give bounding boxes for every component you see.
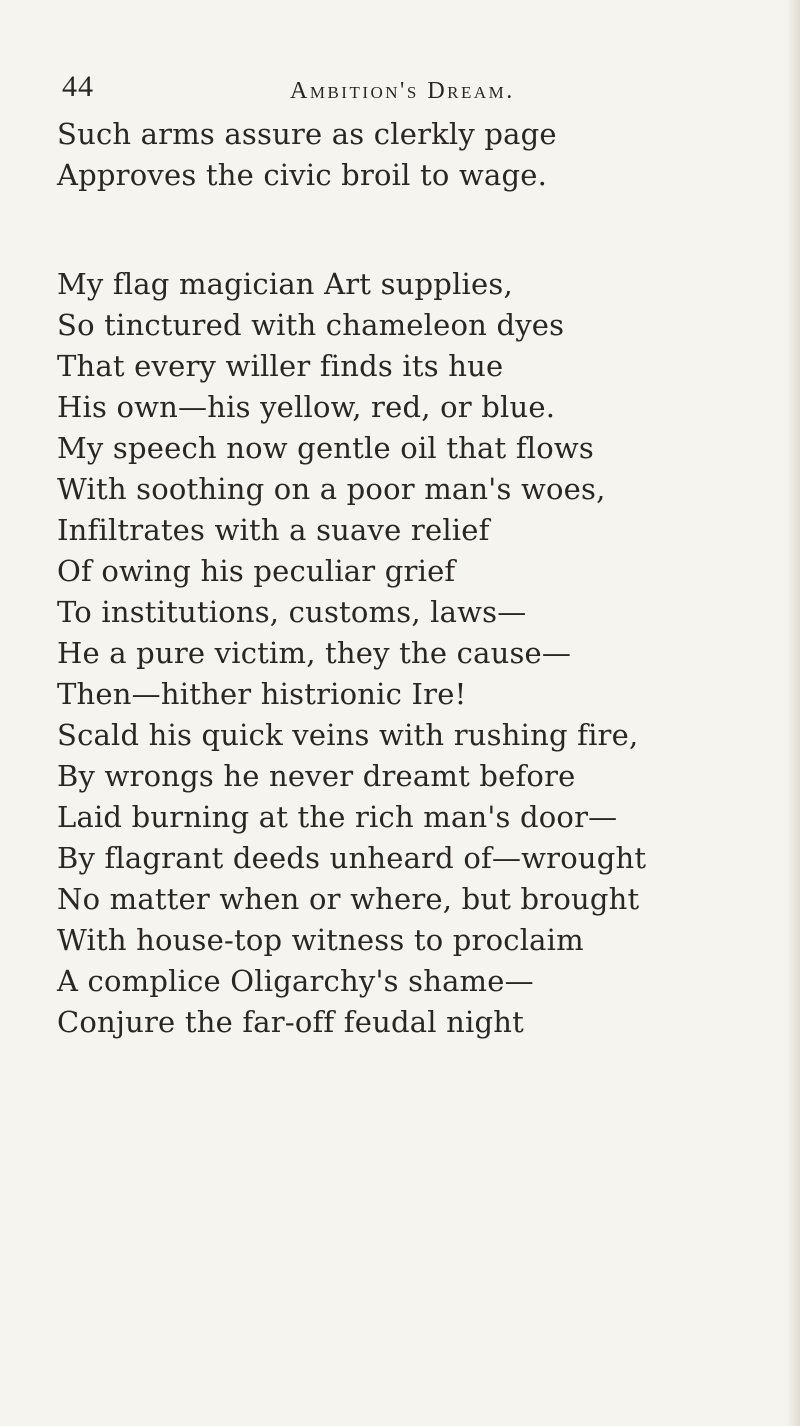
poem-line: Approves the civic broil to wage. <box>57 158 548 192</box>
poem-line: My flag magician Art supplies, <box>57 267 513 301</box>
poem-line: That every willer finds its hue <box>57 349 504 383</box>
poem-line: Infiltrates with a suave relief <box>57 513 490 547</box>
page-edge-shadow <box>786 0 800 1426</box>
page-number: 44 <box>62 70 94 103</box>
poem-line: Then—hither histrionic Ire! <box>57 677 467 711</box>
poem-line: Conjure the far-off feudal night <box>57 1005 524 1039</box>
poem-line: Laid burning at the rich man's door— <box>57 800 618 834</box>
poem-line: A complice Oligarchy's shame— <box>57 964 534 998</box>
stanza-2 <box>57 264 646 1043</box>
poem-line: Of owing his peculiar grief <box>57 554 456 588</box>
poem-line: My speech now gentle oil that flows <box>57 431 594 465</box>
stanza-1 <box>57 114 557 196</box>
running-head-title: Ambition's Dream. <box>290 78 515 104</box>
poem-line: By flagrant deeds unheard of—wrought <box>57 841 647 875</box>
poem-line: With house-top witness to proclaim <box>57 923 584 957</box>
poem-line: With soothing on a poor man's woes, <box>57 472 606 506</box>
poem-line: Scald his quick veins with rushing fire, <box>57 718 639 752</box>
poem-line: To institutions, customs, laws— <box>57 595 527 629</box>
poem-line: No matter when or where, but brought <box>57 882 640 916</box>
poem-line: So tinctured with chameleon dyes <box>57 308 565 342</box>
poem-line: Such arms assure as clerkly page <box>57 117 557 151</box>
poem-line: His own—his yellow, red, or blue. <box>57 390 556 424</box>
poem-line: He a pure victim, they the cause— <box>57 636 572 670</box>
poem-line: By wrongs he never dreamt before <box>57 759 576 793</box>
